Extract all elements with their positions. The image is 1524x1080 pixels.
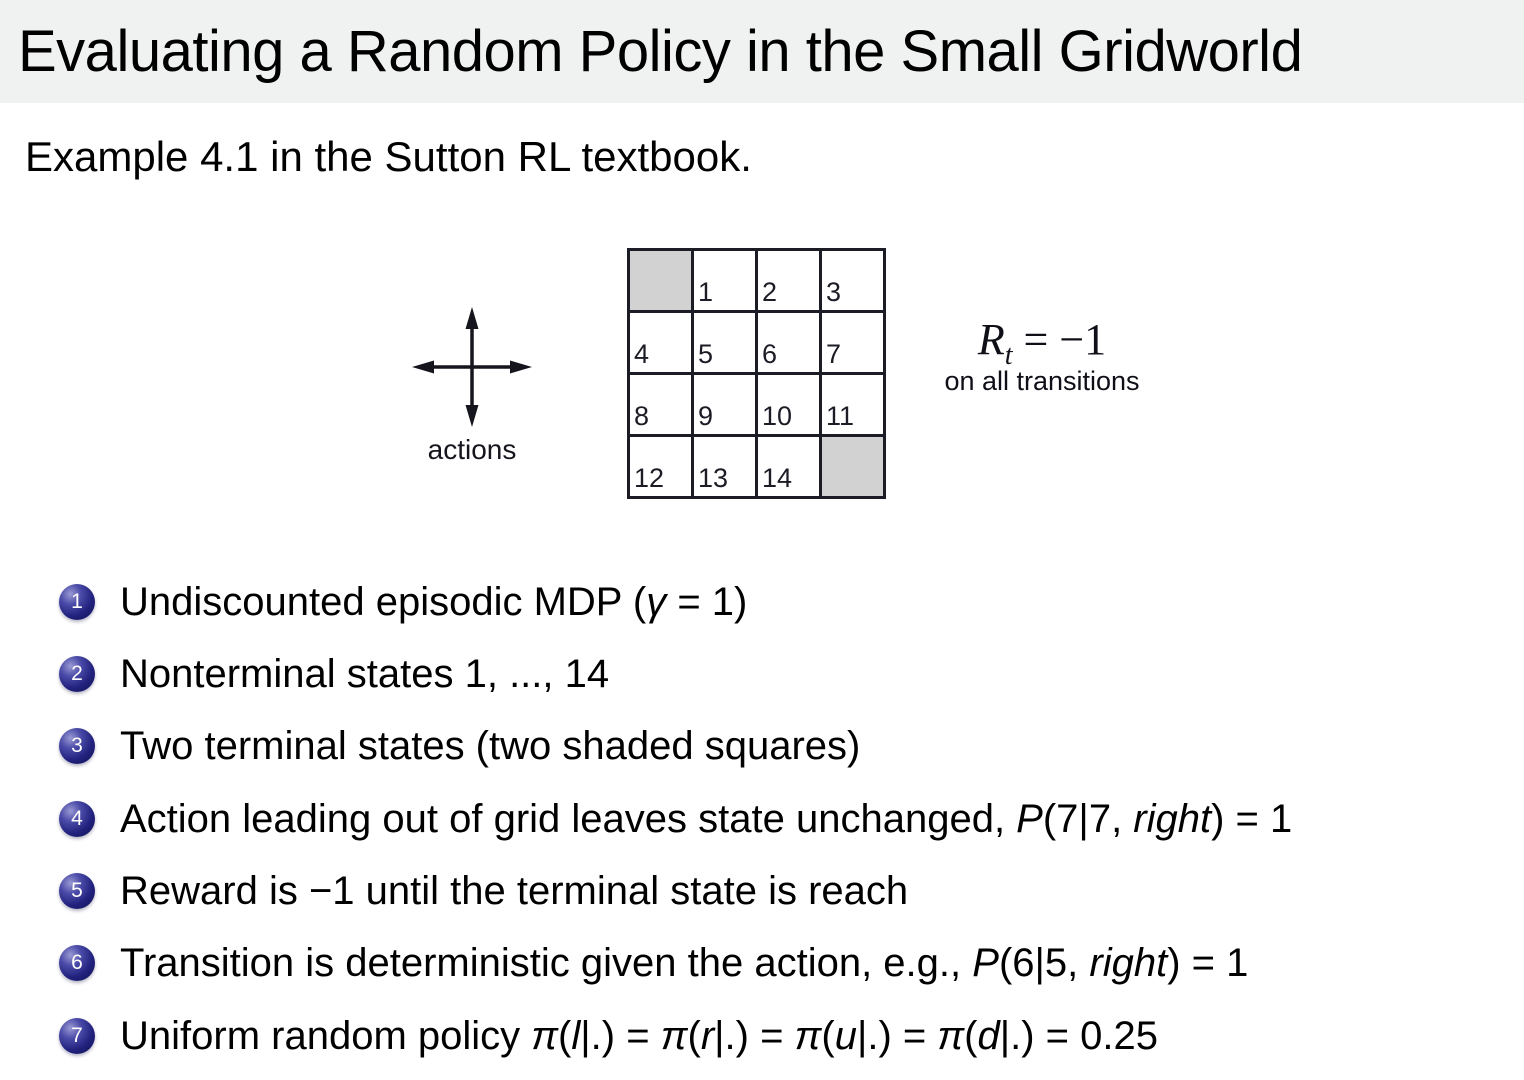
grid-cell: 10 — [757, 374, 821, 436]
slide-subtitle: Example 4.1 in the Sutton RL textbook. — [25, 133, 752, 180]
grid-cell: 13 — [693, 436, 757, 498]
grid-cell-terminal — [821, 436, 885, 498]
list-item — [0, 938, 1248, 988]
actions-cross-icon — [408, 303, 536, 431]
grid-cell: 6 — [757, 312, 821, 374]
item-bullet: 5 — [59, 873, 95, 909]
grid-cell-terminal — [629, 250, 693, 312]
gridworld-table — [627, 248, 886, 499]
list-item — [0, 577, 747, 627]
grid-cell: 5 — [693, 312, 757, 374]
title-banner — [0, 0, 1524, 103]
reward-symbol: R — [977, 315, 1005, 364]
list-item — [0, 866, 908, 916]
item-bullet: 7 — [59, 1018, 95, 1054]
grid-cell: 11 — [821, 374, 885, 436]
item-text: Undiscounted episodic MDP (γ = 1) — [120, 579, 748, 624]
reward-subscript: t — [1004, 339, 1013, 371]
grid-row — [629, 436, 885, 498]
list-item — [0, 721, 860, 771]
list-item — [0, 649, 609, 699]
grid-cell: 8 — [629, 374, 693, 436]
grid-cell: 9 — [693, 374, 757, 436]
reward-caption: on all transitions — [944, 366, 1140, 396]
grid-row — [629, 312, 885, 374]
item-bullet: 2 — [59, 656, 95, 692]
item-text: Reward is −1 until the terminal state is reach — [120, 868, 909, 913]
item-bullet: 4 — [59, 801, 95, 837]
list-item — [0, 794, 1292, 844]
item-text: Uniform random policy π(l|.) = π(r|.) = π(u|.) = π(d|.) = 0.25 — [120, 1013, 1158, 1058]
item-bullet: 6 — [59, 945, 95, 981]
item-text: Nonterminal states 1, ..., 14 — [120, 651, 610, 696]
item-text: Transition is deterministic given the action, e.g., P(6|5, right) = 1 — [120, 940, 1249, 985]
reward-value: = −1 — [1012, 315, 1107, 364]
actions-label: actions — [427, 434, 517, 465]
reward-formula — [920, 315, 1164, 371]
reward-block — [920, 316, 1164, 397]
grid-row — [629, 374, 885, 436]
item-bullet: 3 — [59, 728, 95, 764]
grid-cell: 14 — [757, 436, 821, 498]
grid-cell: 7 — [821, 312, 885, 374]
item-text: Action leading out of grid leaves state unchanged, P(7|7, right) = 1 — [120, 796, 1293, 841]
list-item — [0, 1011, 1158, 1061]
item-text: Two terminal states (two shaded squares) — [120, 723, 861, 768]
grid-cell: 4 — [629, 312, 693, 374]
grid-row — [629, 250, 885, 312]
grid-cell: 12 — [629, 436, 693, 498]
item-bullet: 1 — [59, 584, 95, 620]
grid-cell: 3 — [821, 250, 885, 312]
grid-cell: 2 — [757, 250, 821, 312]
grid-cell: 1 — [693, 250, 757, 312]
slide-title: Evaluating a Random Policy in the Small Gridworld — [18, 19, 1303, 84]
